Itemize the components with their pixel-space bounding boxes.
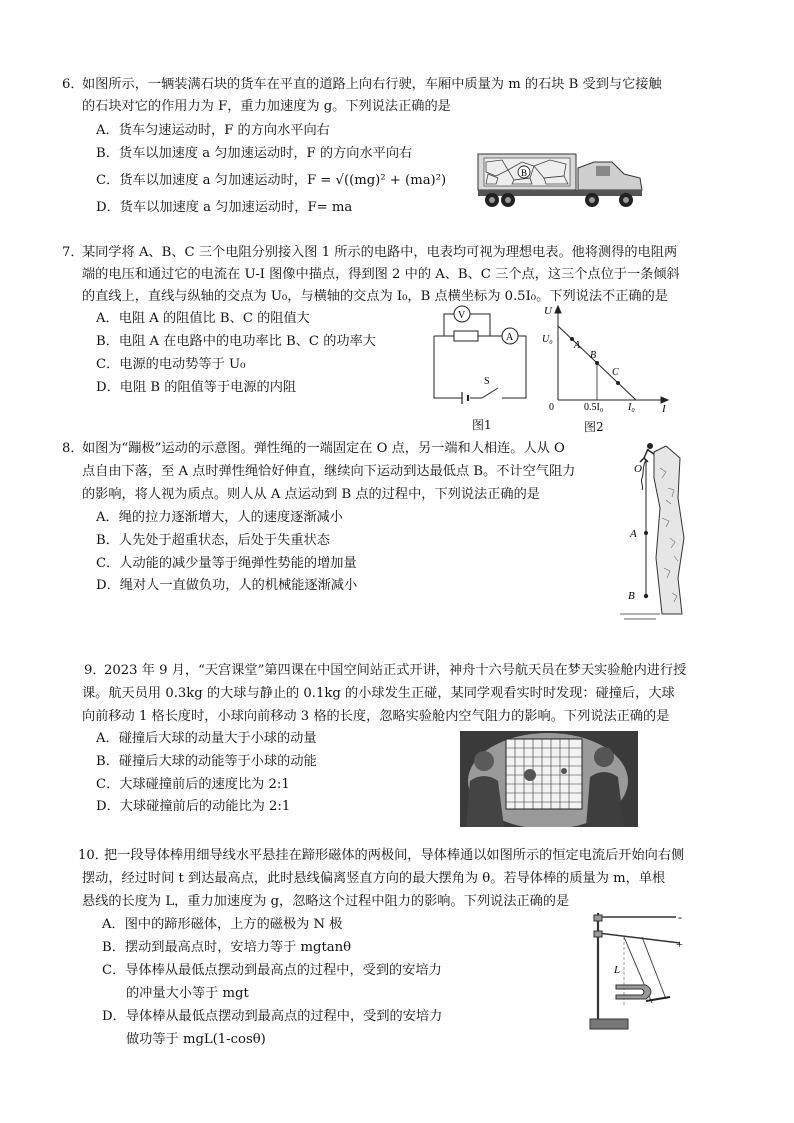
q7-voltmeter-label: V [458,310,466,321]
q7-ammeter-label: A [506,332,514,343]
q10-option-d-line1: D．导体棒从最低点摆动到最高点的过程中，受到的安培力 [102,1009,443,1024]
q7-axis-u: U [544,305,552,317]
q10-stem-line2: 摆动，经过时间 t 到达最高点，此时悬线偏离竖直方向的最大摆角为 θ。若导体棒的质量为 m，单根 [82,871,666,886]
q7-stem-line2: 端的电压和通过它的电流在 U-I 图像中描点，得到图 2 中的 A、B、C 三个点，这三个点位于一条倾斜 [82,267,680,282]
q7-fig1-caption: 图1 [472,418,492,432]
q9-stem-line1: 2023 年 9 月，“天宫课堂”第四课在中国空间站正式开讲，神舟十六号航天员在梦天实验舱内进行授 [104,663,687,678]
q8-stem-line2: 点自由下落，至 A 点时弹性绳恰好伸直，继续向下运动到达最低点 B。不计空气阻力 [82,464,576,479]
q8-bungee-figure [620,438,700,624]
q6-option-c: C．货车以加速度 a 匀加速运动时，F = √((mg)² + (ma)²) [96,173,447,188]
q6-stem-line2: 的石块对它的作用力为 F，重力加速度为 g。下列说法正确的是 [82,99,451,114]
q8-label-a: A [630,528,637,540]
q7-point-c: C [612,367,619,378]
q6-number: 6． [62,77,84,92]
q8-option-d: D．绳对人一直做负功，人的机械能逐渐减小 [96,578,358,593]
q7-i0-label: I₀ [628,402,635,412]
q10-option-d-line2: 做功等于 mgL(1-cosθ) [126,1032,266,1047]
q6-option-a: A．货车匀速运动时，F 的方向水平向右 [96,123,330,138]
q10-option-a: A．图中的蹄形磁体，上方的磁极为 N 极 [102,917,343,932]
q10-label-minus: - [678,910,682,924]
q8-number: 8． [62,441,84,456]
q8-stem-line3: 的影响，将人视为质点。则人从 A 点运动到 B 点的过程中，下列说法正确的是 [82,487,540,502]
q9-space-station-photo [460,731,638,827]
q7-option-a: A．电阻 A 的阻值比 B、C 的阻值大 [96,311,310,326]
q8-option-b: B．人先处于超重状态，后处于失重状态 [96,533,330,548]
q7-option-c: C．电源的电动势等于 U₀ [96,357,246,372]
q8-option-a: A．绳的拉力逐渐增大，人的速度逐渐减小 [96,510,343,525]
q10-label-plus: + [676,937,683,951]
q8-label-o: O [634,463,642,475]
q7-option-b: B．电阻 A 在电路中的电功率比 B、C 的功率大 [96,334,376,349]
q7-switch-label: S [484,376,490,387]
q7-fig2-caption: 图2 [584,420,604,434]
q10-option-c-line2: 的冲量大小等于 mgt [126,986,249,1001]
q9-option-a: A．碰撞后大球的动量大于小球的动量 [96,731,317,746]
q9-stem-line3: 向前移动 1 格长度时，小球向前移动 3 格的长度，忽略实验舱内空气阻力的影响。下列说法正确的是 [82,709,670,724]
q8-option-c: C．人动能的减少量等于绳弹性势能的增加量 [96,556,357,571]
q10-option-c-line1: C．导体棒从最低点摆动到最高点的过程中，受到的安培力 [102,963,442,978]
q7-u0-label: U₀ [542,334,553,345]
q8-stem-line1: 如图为“蹦极”运动的示意图。弹性绳的一端固定在 O 点，另一端和人相连。人从 O [82,441,565,456]
q6-option-d: D．货车以加速度 a 匀加速运动时，F= ma [96,200,353,215]
q10-option-b: B．摆动到最高点时，安培力等于 mgtanθ [102,940,352,955]
q9-number: 9． [84,663,106,678]
q10-stem-line3: 悬线的长度为 L，重力加速度为 g，忽略这个过程中阻力的影响。下列说法正确的是 [82,894,570,909]
q10-number: 10． [78,848,108,863]
q10-stem-line1: 把一段导体棒用细导线水平悬挂在蹄形磁体的两极间，导体棒通以如图所示的恒定电流后开始向右侧 [104,848,685,863]
q6-option-b: B．货车以加速度 a 匀加速运动时，F 的方向水平向右 [96,146,413,161]
q10-magnet-figure [580,907,696,1037]
q6-truck-figure [474,148,650,214]
q9-stem-line2: 课。航天员用 0.3kg 的大球与静止的 0.1kg 的小球发生正碰，某同学观看实时时发现：碰撞后，大球 [82,686,675,701]
q6-figure-label-b: B [521,168,528,178]
q7-point-a: A [574,340,581,351]
q9-option-b: B．碰撞后大球的动能等于小球的动能 [96,754,317,769]
q7-option-d: D．电阻 B 的阻值等于电源的内阻 [96,380,297,395]
q10-label-l: L [614,964,621,976]
q8-label-b: B [628,590,635,602]
q7-origin-label: 0 [549,402,554,412]
q6-stem-line1: 如图所示，一辆装满石块的货车在平直的道路上向右行驶，车厢中质量为 m 的石块 B 受到与它接触 [82,77,662,92]
q7-point-b: B [590,350,597,361]
q9-option-d: D．大球碰撞前后的动能比为 2:1 [96,799,291,814]
q7-circuit-figure [426,300,538,412]
q7-number: 7． [62,245,84,260]
q7-axis-i: I [662,403,666,412]
q7-half-label: 0.5I₀ [584,402,604,412]
q7-stem-line1: 某同学将 A、B、C 三个电阻分别接入图 1 所示的电路中，电表均可视为理想电表。他将测得的电阻两 [82,245,678,260]
q7-stem-line3: 的直线上，直线与纵轴的交点为 U₀，与横轴的交点为 I₀，B 点横坐标为 0.5I₀。下列说法不正确的是 [82,289,668,304]
q7-ui-graph [540,300,670,412]
q9-option-c: C．大球碰撞前后的速度比为 2:1 [96,777,290,792]
